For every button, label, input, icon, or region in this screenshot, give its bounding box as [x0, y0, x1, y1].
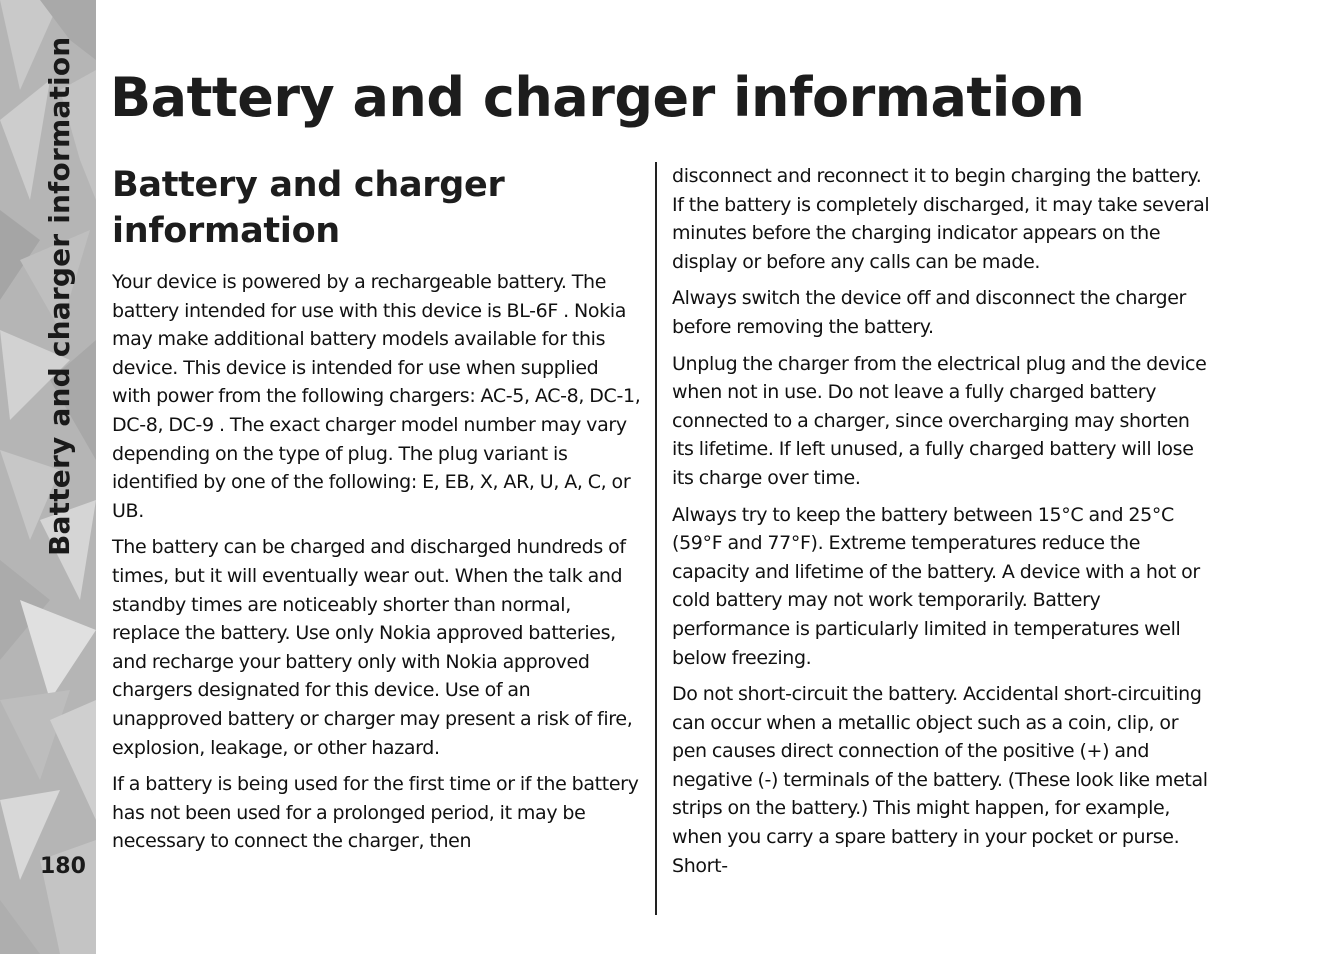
- section-heading: Battery and charger information: [112, 165, 505, 251]
- right-column: [672, 162, 1212, 888]
- side-section-title: Battery and charger information: [43, 36, 76, 556]
- paragraph: Do not short-circuit the battery. Accidental short-circuiting can occur when a metallic object such as a coin, clip, or pen causes direct connection of the positive (+) and negative (-) terminals of the battery. (These look like metal strips on the battery.) This might happen, for example, when you carry a spare battery in your pocket or purse. Short-: [672, 683, 1208, 877]
- paragraph: The battery can be charged and discharged hundreds of times, but it will eventually wear out. When the talk and standby times are noticeably shorter than normal, replace the battery. Use only Nokia approved batteries, and recharge your battery only with Nokia approved chargers designated for this device. Use of an unapproved battery or charger may present a risk of fire, explosion, leakage, or other hazard.: [112, 536, 633, 759]
- page-title: Battery and charger information: [110, 66, 1085, 129]
- left-column: [112, 162, 642, 864]
- page-number: 180: [40, 854, 86, 879]
- paragraph: Always try to keep the battery between 15°C and 25°C (59°F and 77°F). Extreme temperatures reduce the capacity and lifetime of the battery. A device with a hot or cold battery may not work temporarily. Battery performance is particularly limited in temperatures well below freezing.: [672, 503, 1200, 669]
- paragraph: If a battery is being used for the first time or if the battery has not been used for a prolonged period, it may be necessary to connect the charger, then: [112, 773, 639, 853]
- paragraph: Always switch the device off and disconnect the charger before removing the battery.: [672, 287, 1186, 338]
- column-divider: [655, 162, 657, 915]
- paragraph: disconnect and reconnect it to begin charging the battery. If the battery is completely discharged, it may take several minutes before the charging indicator appears on the display or before any calls can be made.: [672, 165, 1210, 273]
- paragraph: Your device is powered by a rechargeable battery. The battery intended for use with this device is BL-6F . Nokia may make additional battery models available for this device. This device is intended for use when supplied with power from the following chargers: AC-5, AC-8, DC-1, DC-8, DC-9 . The exact charger model number may vary depending on the type of plug. The plug variant is identified by one of the following: E, EB, X, AR, U, A, C, or UB.: [112, 271, 641, 522]
- paragraph: Unplug the charger from the electrical plug and the device when not in use. Do not leave a fully charged battery connected to a charger, since overcharging may shorten its lifetime. If left unused, a fully charged battery will lose its charge over time.: [672, 352, 1207, 489]
